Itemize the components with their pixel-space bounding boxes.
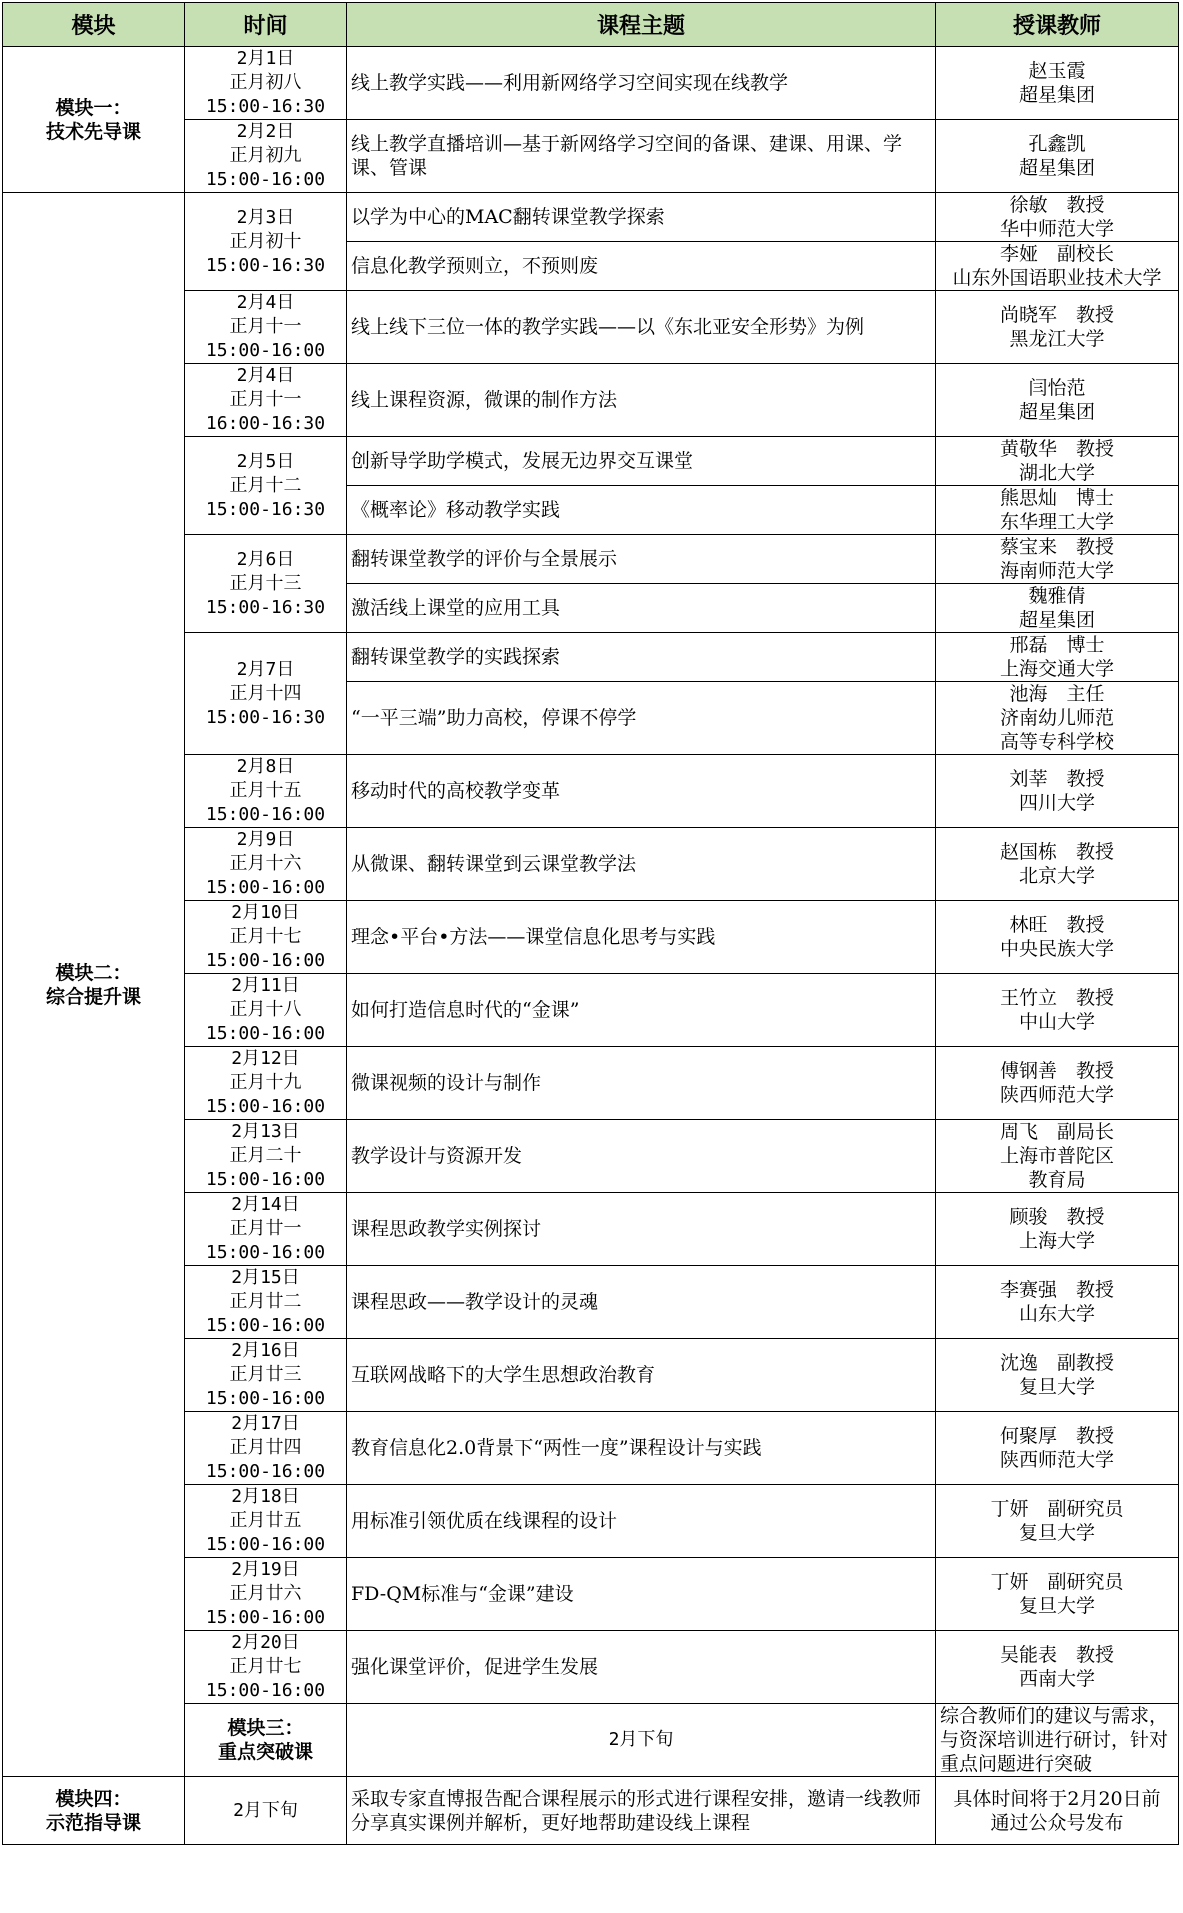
module-cell-line: 重点突破课 [217,1741,313,1763]
time-cell-line: 2月下旬 [608,1729,674,1750]
topic-text: 线上课程资源，微课的制作方法 [351,389,618,411]
teacher-cell [936,828,1179,901]
module-cell-line: 模块三： [227,1717,304,1739]
module-cell-line: 模块四： [55,1787,132,1810]
time-cell-line: 2月6日 [236,548,295,570]
topic-cell [347,486,936,535]
time-cell [185,120,347,193]
teacher-cell [936,633,1179,682]
teacher-cell-line: 李娅 副校长 [999,243,1114,265]
time-cell-line: 2月18日 [231,1486,300,1507]
topic-text: 翻转课堂教学的实践探索 [351,646,561,668]
teacher-cell-line: 东华理工大学 [999,511,1114,533]
teacher-cell-line: 复旦大学 [1018,1376,1095,1398]
topic-cell [347,584,936,633]
teacher-cell [936,47,1179,120]
time-cell [185,1120,347,1193]
time-cell-line: 2月10日 [231,902,300,923]
topic-text: 创新导学助学模式，发展无边界交互课堂 [351,450,694,472]
teacher-cell [936,1120,1179,1193]
teacher-cell-line: 赵国栋 教授 [999,841,1114,863]
time-cell-line: 15:00-16:00 [205,804,326,825]
teacher-cell [936,1412,1179,1485]
time-cell-line: 2月下旬 [233,1799,298,1821]
topic-text: 强化课堂评价，促进学生发展 [351,1656,599,1678]
teacher-cell [936,120,1179,193]
teacher-cell-line: 山东大学 [1018,1303,1095,1325]
teacher-cell-line: 超星集团 [1018,609,1095,631]
topic-cell [347,437,936,486]
teacher-cell-line: 丁妍 副研究员 [990,1498,1124,1520]
teacher-cell-line: 蔡宝来 教授 [999,536,1114,558]
time-cell [185,1558,347,1631]
teacher-cell-line: 超星集团 [1018,84,1095,106]
time-cell-line: 正月二十 [229,1145,302,1166]
header-row [3,3,1179,47]
time-cell-line: 2月15日 [231,1267,300,1288]
topic-cell [347,291,936,364]
time-cell-line: 2月11日 [231,975,300,996]
time-cell [185,1047,347,1120]
topic-text: 课程思政——教学设计的灵魂 [351,1291,599,1313]
topic-cell [347,1339,936,1412]
module-cell [3,193,185,1777]
time-cell-line: 2月5日 [236,450,295,472]
teacher-cell-line: 尚晓军 教授 [999,304,1114,326]
teacher-cell-line: 陕西师范大学 [999,1084,1114,1106]
topic-text: 互联网战略下的大学生思想政治教育 [351,1364,656,1386]
teacher-cell-line: 池海 主任 [1009,683,1105,705]
time-cell [185,291,347,364]
topic-text: 教育信息化2.0背景下“两性一度”课程设计与实践 [351,1437,762,1459]
teacher-cell-line: 徐敏 教授 [1009,194,1105,216]
teacher-cell [936,755,1179,828]
header-module: 模块 [3,3,185,47]
teacher-cell [936,535,1179,584]
time-cell-line: 15:00-16:00 [205,1680,326,1701]
time-cell-line: 2月3日 [236,206,295,228]
time-cell-line: 正月廿一 [229,1218,302,1239]
topic-text: 线上线下三位一体的教学实践——以《东北亚安全形势》为例 [351,316,865,338]
teacher-cell [936,1485,1179,1558]
teacher-cell-line: 闫怡范 [1028,377,1086,399]
time-cell [185,535,347,633]
teacher-cell-line: 超星集团 [1018,157,1095,179]
topic-text: 激活线上课堂的应用工具 [351,597,561,619]
module-cell-line: 综合提升课 [45,985,141,1008]
teacher-cell-line: 刘莘 教授 [1009,768,1105,790]
time-cell-line: 正月廿四 [229,1437,302,1458]
time-cell-line: 2月4日 [236,365,295,386]
time-cell-line: 15:00-16:00 [205,877,326,898]
time-cell-line: 正月廿七 [229,1656,302,1677]
topic-text: 翻转课堂教学的评价与全景展示 [351,548,618,570]
time-cell-line: 2月14日 [231,1194,300,1215]
teacher-cell [936,1558,1179,1631]
module-cell [185,1704,347,1777]
time-cell-line: 2月16日 [231,1340,300,1361]
topic-text: 线上教学直播培训—基于新网络学习空间的备课、建课、用课、学课、管课 [351,133,903,179]
teacher-cell-line: 超星集团 [1018,401,1095,423]
teacher-cell-line: 上海大学 [1018,1230,1095,1252]
header-time: 时间 [185,3,347,47]
teacher-cell-line: 高等专科学校 [999,731,1114,753]
teacher-cell-line: 王竹立 教授 [999,987,1114,1009]
teacher-cell-line: 林旺 教授 [1009,914,1105,936]
teacher-cell [936,974,1179,1047]
time-cell-line: 正月十一 [229,389,302,410]
teacher-cell-line: 傅钢善 教授 [999,1060,1114,1082]
schedule-body [3,47,1179,1845]
header-teacher: 授课教师 [936,3,1179,47]
time-cell-line: 15:00-16:00 [205,1534,326,1555]
time-cell-line: 2月20日 [231,1632,300,1653]
time-cell-line: 正月初十 [229,230,302,252]
teacher-cell-line: 湖北大学 [1018,462,1095,484]
time-cell-line: 15:00-16:00 [205,1461,326,1482]
teacher-cell [936,486,1179,535]
teacher-cell-line: 陕西师范大学 [999,1449,1114,1471]
time-cell-line: 15:00-16:00 [205,950,326,971]
time-cell-line: 2月2日 [236,121,295,142]
time-cell-line: 15:00-16:00 [205,1023,326,1044]
topic-text: 综合教师们的建议与需求，与资深培训进行研讨，针对重点问题进行突破 [940,1705,1169,1775]
teacher-cell [936,437,1179,486]
time-cell-line: 15:00-16:30 [205,96,326,117]
teacher-cell [936,1193,1179,1266]
topic-text: 如何打造信息时代的“金课” [351,999,580,1021]
teacher-cell-line: 何聚厚 教授 [999,1425,1114,1447]
topic-cell [347,1412,936,1485]
topic-text: 用标准引领优质在线课程的设计 [351,1510,618,1532]
teacher-cell-line: 中央民族大学 [999,938,1114,960]
topic-cell [347,1777,936,1845]
teacher-cell-line: 复旦大学 [1018,1595,1095,1617]
topic-cell [347,1120,936,1193]
topic-text: 从微课、翻转课堂到云课堂教学法 [351,853,637,875]
module-cell [3,47,185,193]
teacher-cell [936,901,1179,974]
topic-cell [347,633,936,682]
topic-cell [347,1485,936,1558]
time-cell-line: 15:00-16:00 [205,340,326,361]
topic-cell [347,120,936,193]
teacher-cell-line: 中山大学 [1018,1011,1095,1033]
teacher-cell-line: 山东外国语职业技术大学 [952,267,1162,289]
teacher-cell-line: 李赛强 教授 [999,1279,1114,1301]
time-cell-line: 正月十六 [229,853,302,874]
teacher-cell-line: 吴能表 教授 [999,1644,1114,1666]
time-cell-line: 正月廿三 [229,1364,302,1385]
time-cell-line: 15:00-16:00 [205,1096,326,1117]
teacher-cell-line: 熊思灿 博士 [999,487,1114,509]
teacher-cell [936,193,1179,242]
time-cell-line: 正月初八 [229,72,302,93]
time-cell-line: 正月廿五 [229,1510,302,1531]
time-cell [185,1339,347,1412]
teacher-cell-line: 教育局 [1028,1169,1086,1191]
teacher-cell-line: 西南大学 [1018,1668,1095,1690]
topic-text: 理念•平台•方法——课堂信息化思考与实践 [351,926,716,948]
topic-text: 教学设计与资源开发 [351,1145,523,1167]
topic-text: 采取专家直博报告配合课程展示的形式进行课程安排，邀请一线教师分享真实课例并解析，更好地帮助建设线上课程 [351,1787,922,1834]
time-cell [185,1412,347,1485]
module-cell-line: 模块一： [55,96,132,119]
time-cell-line: 2月1日 [236,48,295,69]
teacher-cell [936,1631,1179,1704]
topic-cell [347,535,936,584]
topic-cell [347,242,936,291]
time-cell [185,47,347,120]
topic-cell [347,828,936,901]
time-cell [185,901,347,974]
time-cell-line: 15:00-16:30 [205,706,326,728]
time-cell-line: 2月12日 [231,1048,300,1069]
time-cell-line: 正月十二 [229,474,302,496]
teacher-cell-line: 四川大学 [1018,792,1095,814]
teacher-cell [936,682,1179,755]
module-cell [3,1777,185,1845]
topic-cell [347,974,936,1047]
teacher-cell-line: 海南师范大学 [999,560,1114,582]
teacher-cell-line: 顾骏 教授 [1009,1206,1105,1228]
time-cell-line: 2月8日 [236,756,295,777]
module-cell-line: 示范指导课 [45,1811,141,1834]
teacher-cell [936,1047,1179,1120]
topic-cell [347,1193,936,1266]
topic-text: 信息化教学预则立，不预则废 [351,255,599,277]
teacher-cell [936,291,1179,364]
teacher-cell-line: 通过公众号发布 [990,1811,1124,1834]
topic-text: 微课视频的设计与制作 [351,1072,542,1094]
table-row [3,47,1179,120]
time-cell-line: 15:00-16:00 [205,1169,326,1190]
time-cell-line: 15:00-16:30 [205,498,326,520]
teacher-cell-line: 周飞 副局长 [999,1121,1114,1143]
teacher-cell-line: 具体时间将于2月20日前 [953,1787,1161,1810]
topic-cell [347,1631,936,1704]
module-cell-line: 技术先导课 [45,120,141,143]
time-cell-line: 正月十四 [229,682,302,704]
teacher-cell-line: 沈逸 副教授 [999,1352,1114,1374]
time-cell [185,974,347,1047]
time-cell [185,1777,347,1845]
teacher-cell-line: 上海市普陀区 [999,1145,1114,1167]
time-cell-line: 正月十八 [229,999,302,1020]
teacher-cell-line: 上海交通大学 [999,658,1114,680]
time-cell-line: 2月17日 [231,1413,300,1434]
table-row [3,1777,1179,1845]
topic-cell [347,193,936,242]
teacher-cell [936,242,1179,291]
time-cell [185,193,347,291]
topic-cell [347,755,936,828]
topic-text: 线上教学实践——利用新网络学习空间实现在线教学 [351,72,789,94]
table-row [3,193,1179,242]
teacher-cell-line: 丁妍 副研究员 [990,1571,1124,1593]
time-cell-line: 正月十七 [229,926,302,947]
teacher-cell-line: 黄敬华 教授 [999,438,1114,460]
topic-cell [936,1704,1179,1777]
time-cell [185,1485,347,1558]
time-cell-line: 15:00-16:00 [205,1388,326,1409]
time-cell [185,437,347,535]
teacher-cell-line: 邢磊 博士 [1009,634,1105,656]
module-cell-line: 模块二： [55,961,132,984]
time-cell-line: 正月十三 [229,572,302,594]
time-cell-line: 正月十九 [229,1072,302,1093]
time-cell-line: 正月初九 [229,145,302,166]
time-cell [185,1631,347,1704]
teacher-cell-line: 北京大学 [1018,865,1095,887]
teacher-cell-line: 魏雅倩 [1028,585,1086,607]
time-cell [185,1266,347,1339]
teacher-cell-line: 黑龙江大学 [1009,328,1105,350]
time-cell-line: 正月十一 [229,316,302,337]
teacher-cell [936,584,1179,633]
topic-text: 移动时代的高校教学变革 [351,780,561,802]
time-cell [185,1193,347,1266]
topic-text: 《概率论》移动教学实践 [351,499,561,521]
teacher-cell-line: 复旦大学 [1018,1522,1095,1544]
time-cell-line: 正月廿二 [229,1291,302,1312]
topic-text: 课程思政教学实例探讨 [351,1218,542,1240]
teacher-cell [936,1266,1179,1339]
time-cell-line: 正月廿六 [229,1583,302,1604]
teacher-cell-line: 华中师范大学 [999,218,1114,240]
time-cell-line: 15:00-16:30 [205,596,326,618]
topic-cell [347,1047,936,1120]
teacher-cell [936,1339,1179,1412]
time-cell-line: 16:00-16:30 [205,413,326,434]
time-cell [185,755,347,828]
time-cell [185,364,347,437]
topic-cell [347,364,936,437]
teacher-cell-line: 赵玉霞 [1028,60,1086,82]
topic-cell [347,682,936,755]
time-cell [185,633,347,755]
time-cell [185,828,347,901]
time-cell-line: 15:00-16:00 [205,169,326,190]
time-cell-line: 2月13日 [231,1121,300,1142]
time-cell-line: 15:00-16:00 [205,1315,326,1336]
time-cell-line: 15:00-16:00 [205,1607,326,1628]
time-cell-line: 正月十五 [229,780,302,801]
time-cell [347,1704,936,1777]
time-cell-line: 2月9日 [236,829,295,850]
header-topic: 课程主题 [347,3,936,47]
topic-cell [347,901,936,974]
topic-cell [347,1558,936,1631]
time-cell-line: 2月19日 [231,1559,300,1580]
topic-text: FD-QM标准与“金课”建设 [351,1583,574,1605]
teacher-cell-line: 济南幼儿师范 [999,707,1114,729]
topic-cell [347,47,936,120]
time-cell-line: 2月7日 [236,658,295,680]
time-cell-line: 15:00-16:30 [205,254,326,276]
topic-cell [347,1266,936,1339]
topic-text: 以学为中心的MAC翻转课堂教学探索 [351,206,665,228]
teacher-cell-line: 孔鑫凯 [1028,133,1086,155]
time-cell-line: 2月4日 [236,292,295,313]
teacher-cell [936,1777,1179,1845]
teacher-cell [936,364,1179,437]
course-schedule-table [2,2,1179,1845]
time-cell-line: 15:00-16:00 [205,1242,326,1263]
topic-text: “一平三端”助力高校，停课不停学 [351,707,637,729]
